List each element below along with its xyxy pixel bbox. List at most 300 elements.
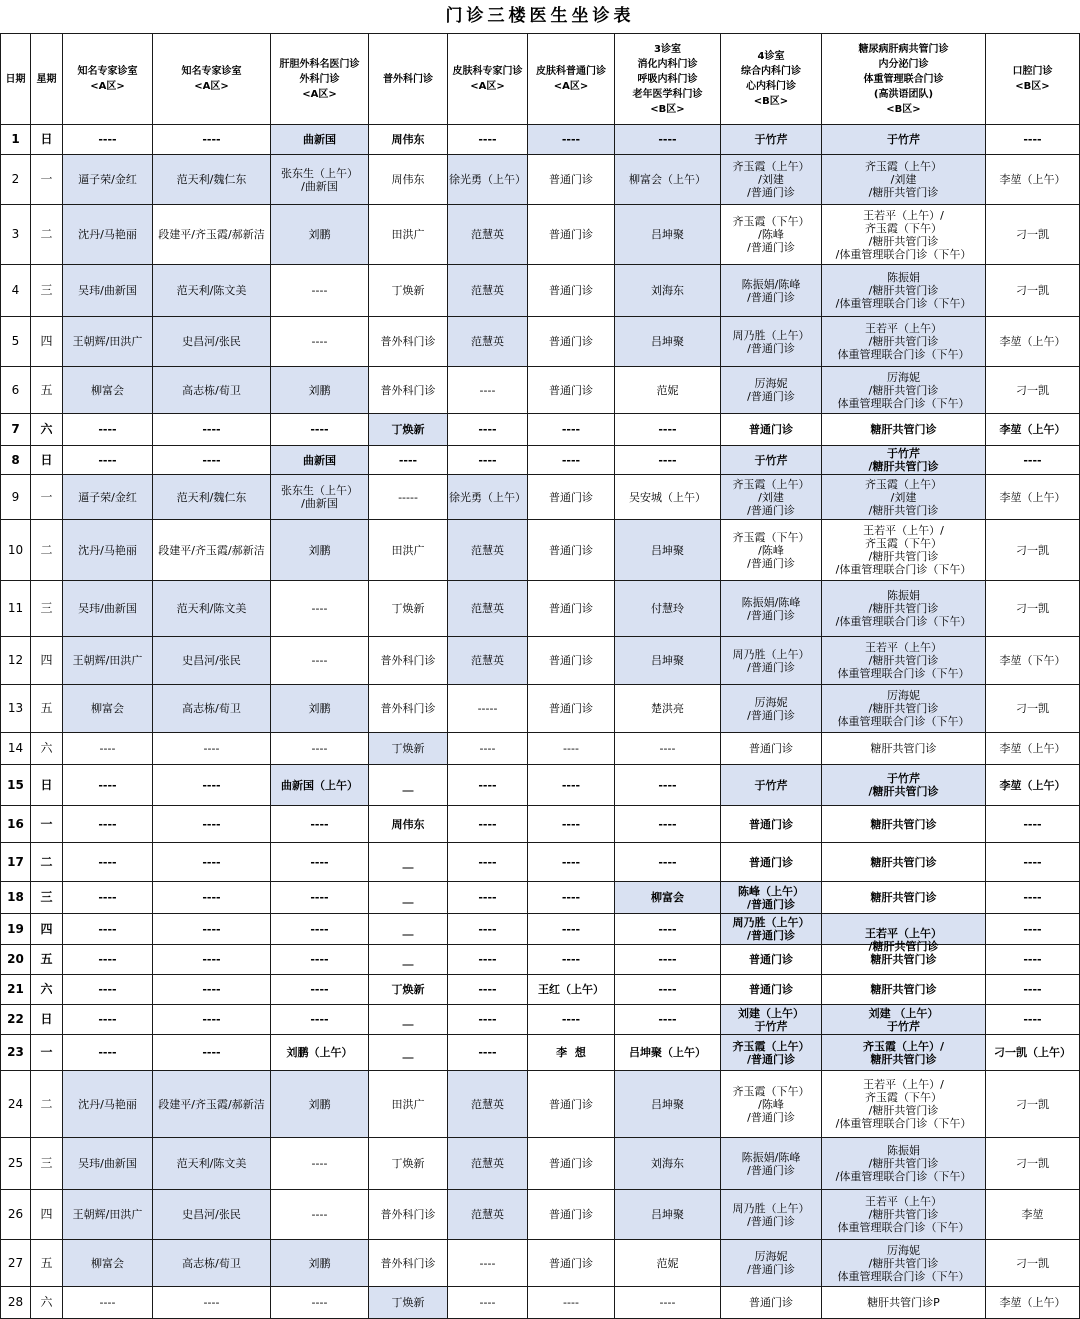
date-cell: 20 <box>1 945 31 975</box>
cell-expert-room-a1: ---- <box>63 806 153 843</box>
table-row <box>1 1071 1080 1138</box>
cell-dental-clinic: 李堃（上午） <box>986 155 1080 205</box>
cell-dermatology-general: ---- <box>528 733 615 765</box>
cell-general-surgery: 田洪广 <box>369 1071 448 1138</box>
cell-room-3: 吕坤聚 <box>615 1190 721 1240</box>
cell-hepatobiliary-surgery: ---- <box>271 806 369 843</box>
cell-room-4: 厉海妮 /普通门诊 <box>721 367 822 414</box>
cell-general-surgery: ----- <box>369 475 448 520</box>
cell-diabetes-liver-clinic: 齐玉霞（上午）/ 糖肝共管门诊 <box>822 1035 986 1071</box>
cell-hepatobiliary-surgery: ---- <box>271 914 369 945</box>
table-row <box>1 843 1080 882</box>
weekday-cell: 日 <box>31 446 63 475</box>
cell-dermatology-general: 普通门诊 <box>528 265 615 317</box>
cell-expert-room-a2: ---- <box>153 414 271 446</box>
cell-general-surgery: 周伟东 <box>369 806 448 843</box>
cell-room-4: 普通门诊 <box>721 975 822 1005</box>
cell-diabetes-liver-clinic: 厉海妮 /糖肝共管门诊 体重管理联合门诊（下午） <box>822 1240 986 1287</box>
cell-room-4: 于竹芹 <box>721 765 822 806</box>
cell-expert-room-a2: ---- <box>153 1005 271 1035</box>
cell-expert-room-a2: 段建平/齐玉霞/郝新洁 <box>153 1071 271 1138</box>
date-cell: 22 <box>1 1005 31 1035</box>
header-dermatology-expert: 皮肤科专家门诊 <A区> <box>448 34 528 125</box>
cell-dental-clinic: 李堃（下午） <box>986 637 1080 685</box>
cell-diabetes-liver-clinic: 糖肝共管门诊P <box>822 1287 986 1319</box>
cell-diabetes-liver-clinic: 陈振娟 /糖肝共管门诊 /体重管理联合门诊（下午） <box>822 1138 986 1190</box>
cell-dermatology-expert: ---- <box>448 414 528 446</box>
cell-general-surgery: 丁焕新 <box>369 414 448 446</box>
cell-room-3: ---- <box>615 945 721 975</box>
cell-dermatology-expert: 范慧英 <box>448 317 528 367</box>
header-general-surgery: 普外科门诊 <box>369 34 448 125</box>
weekday-cell: 一 <box>31 806 63 843</box>
table-row <box>1 155 1080 205</box>
cell-hepatobiliary-surgery: 曲新国 <box>271 125 369 155</box>
weekday-cell: 日 <box>31 765 63 806</box>
cell-room-4: 陈振娟/陈峰 /普通门诊 <box>721 265 822 317</box>
cell-room-3: 范妮 <box>615 367 721 414</box>
date-cell: 12 <box>1 637 31 685</box>
cell-room-3: 柳富会 <box>615 882 721 914</box>
cell-expert-room-a2: ---- <box>153 914 271 945</box>
date-cell: 26 <box>1 1190 31 1240</box>
cell-room-3: 柳富会（上午） <box>615 155 721 205</box>
cell-expert-room-a2: 范天利/陈文美 <box>153 581 271 637</box>
cell-dermatology-expert: ---- <box>448 1005 528 1035</box>
table-title: 门诊三楼医生坐诊表 <box>445 6 635 26</box>
cell-expert-room-a1: 吴玮/曲新国 <box>63 265 153 317</box>
cell-expert-room-a2: 史昌河/张民 <box>153 1190 271 1240</box>
cell-room-3: ---- <box>615 414 721 446</box>
cell-general-surgery: 丁焕新 <box>369 1138 448 1190</box>
cell-dental-clinic: ---- <box>986 1005 1080 1035</box>
header-diabetes-liver-clinic: 糖尿病肝病共管门诊 内分泌门诊 体重管理联合门诊 (高洪语团队) <B区> <box>822 34 986 125</box>
cell-dental-clinic: 李堃（上午） <box>986 765 1080 806</box>
cell-room-3: ---- <box>615 1287 721 1319</box>
cell-room-4: 陈振娟/陈峰 /普通门诊 <box>721 1138 822 1190</box>
cell-dermatology-general: 普通门诊 <box>528 1138 615 1190</box>
cell-expert-room-a2: 史昌河/张民 <box>153 637 271 685</box>
date-cell: 7 <box>1 414 31 446</box>
cell-expert-room-a2: 段建平/齐玉霞/郝新洁 <box>153 520 271 581</box>
cell-room-3: ---- <box>615 446 721 475</box>
cell-diabetes-liver-clinic: 陈振娟 /糖肝共管门诊 /体重管理联合门诊（下午） <box>822 581 986 637</box>
cell-dental-clinic: 刁一凯 <box>986 367 1080 414</box>
cell-dermatology-general: ---- <box>528 806 615 843</box>
weekday-cell: 二 <box>31 1071 63 1138</box>
cell-expert-room-a1: 柳富会 <box>63 685 153 733</box>
cell-expert-room-a1: ---- <box>63 765 153 806</box>
cell-dental-clinic: 刁一凯 <box>986 205 1080 265</box>
date-cell: 3 <box>1 205 31 265</box>
cell-room-3: ---- <box>615 125 721 155</box>
cell-hepatobiliary-surgery: 刘鹏 <box>271 520 369 581</box>
cell-room-4: 周乃胜（上午） /普通门诊 <box>721 317 822 367</box>
cell-dermatology-expert: ---- <box>448 945 528 975</box>
cell-dermatology-expert: ---- <box>448 765 528 806</box>
cell-dermatology-general: 普通门诊 <box>528 205 615 265</box>
cell-room-4: 普通门诊 <box>721 1287 822 1319</box>
weekday-cell: 三 <box>31 1138 63 1190</box>
cell-dermatology-expert: 范慧英 <box>448 581 528 637</box>
weekday-cell: 三 <box>31 581 63 637</box>
cell-room-3: 楚洪亮 <box>615 685 721 733</box>
cell-room-3: 付慧玲 <box>615 581 721 637</box>
cell-diabetes-liver-clinic: 厉海妮 /糖肝共管门诊 体重管理联合门诊（下午） <box>822 685 986 733</box>
cell-expert-room-a1: ---- <box>63 446 153 475</box>
cell-hepatobiliary-surgery: ---- <box>271 843 369 882</box>
cell-expert-room-a1: 吴玮/曲新国 <box>63 581 153 637</box>
header-hepatobiliary-surgery: 肝胆外科名医门诊 外科门诊 <A区> <box>271 34 369 125</box>
cell-room-4: 厉海妮 /普通门诊 <box>721 1240 822 1287</box>
cell-expert-room-a1: ---- <box>63 414 153 446</box>
cell-general-surgery: 周伟东 <box>369 125 448 155</box>
cell-hepatobiliary-surgery: ---- <box>271 414 369 446</box>
cell-hepatobiliary-surgery: 曲新国 <box>271 446 369 475</box>
weekday-cell: 三 <box>31 265 63 317</box>
cell-diabetes-liver-clinic: 王若平（上午） /糖肝共管门诊 体重管理联合门诊（下午） <box>822 1190 986 1240</box>
table-row <box>1 1035 1080 1071</box>
cell-general-surgery: __ <box>369 843 448 882</box>
date-cell: 9 <box>1 475 31 520</box>
cell-general-surgery: 田洪广 <box>369 520 448 581</box>
weekday-cell: 二 <box>31 843 63 882</box>
weekday-cell: 六 <box>31 975 63 1005</box>
cell-expert-room-a1: 沈丹/马艳丽 <box>63 205 153 265</box>
cell-dermatology-expert: ---- <box>448 125 528 155</box>
table-row <box>1 367 1080 414</box>
cell-expert-room-a2: 范天利/陈文美 <box>153 1138 271 1190</box>
header-date: 日期 <box>1 34 31 125</box>
date-cell: 16 <box>1 806 31 843</box>
cell-hepatobiliary-surgery: ---- <box>271 1005 369 1035</box>
cell-diabetes-liver-clinic: 糖肝共管门诊 <box>822 414 986 446</box>
cell-room-4: 齐玉霞（下午） /陈峰 /普通门诊 <box>721 1071 822 1138</box>
weekday-cell: 五 <box>31 367 63 414</box>
cell-dermatology-expert: ----- <box>448 685 528 733</box>
cell-dermatology-expert: ---- <box>448 367 528 414</box>
cell-room-4: 齐玉霞（下午） /陈峰 /普通门诊 <box>721 205 822 265</box>
cell-dental-clinic: ---- <box>986 446 1080 475</box>
cell-expert-room-a1: ---- <box>63 1035 153 1071</box>
cell-room-3: 吴安城（上午） <box>615 475 721 520</box>
cell-room-3: 刘海东 <box>615 265 721 317</box>
header-dermatology-general: 皮肤科普通门诊 <A区> <box>528 34 615 125</box>
weekday-cell: 日 <box>31 125 63 155</box>
date-cell: 23 <box>1 1035 31 1071</box>
cell-hepatobiliary-surgery: 刘鹏 <box>271 1071 369 1138</box>
cell-dental-clinic: ---- <box>986 975 1080 1005</box>
cell-room-3: ---- <box>615 806 721 843</box>
date-cell: 15 <box>1 765 31 806</box>
cell-dermatology-expert: 范慧英 <box>448 265 528 317</box>
cell-dental-clinic: 刁一凯 <box>986 265 1080 317</box>
cell-dermatology-expert: 范慧英 <box>448 205 528 265</box>
cell-expert-room-a2: 史昌河/张民 <box>153 317 271 367</box>
weekday-cell: 二 <box>31 520 63 581</box>
cell-dental-clinic: ---- <box>986 806 1080 843</box>
cell-expert-room-a2: ---- <box>153 765 271 806</box>
cell-dermatology-general: ---- <box>528 765 615 806</box>
cell-room-4: 普通门诊 <box>721 733 822 765</box>
cell-dermatology-general: 李 想 <box>528 1035 615 1071</box>
cell-dermatology-general: 普通门诊 <box>528 317 615 367</box>
cell-expert-room-a1: 逼子荣/金红 <box>63 475 153 520</box>
cell-expert-room-a1: ---- <box>63 975 153 1005</box>
date-cell: 4 <box>1 265 31 317</box>
cell-room-3: ---- <box>615 1005 721 1035</box>
weekday-cell: 四 <box>31 637 63 685</box>
table-row <box>1 685 1080 733</box>
cell-general-surgery: __ <box>369 945 448 975</box>
cell-dermatology-general: ---- <box>528 414 615 446</box>
cell-expert-room-a2: ---- <box>153 1287 271 1319</box>
cell-expert-room-a2: ---- <box>153 1035 271 1071</box>
cell-dermatology-general: 王红（上午） <box>528 975 615 1005</box>
date-cell: 10 <box>1 520 31 581</box>
date-cell: 6 <box>1 367 31 414</box>
cell-diabetes-liver-clinic: 糖肝共管门诊 <box>822 733 986 765</box>
table-row <box>1 1240 1080 1287</box>
cell-dental-clinic: ---- <box>986 945 1080 975</box>
cell-expert-room-a1: ---- <box>63 125 153 155</box>
cell-room-4: 厉海妮 /普通门诊 <box>721 685 822 733</box>
date-cell: 21 <box>1 975 31 1005</box>
cell-room-3: 吕坤聚 <box>615 637 721 685</box>
cell-dermatology-expert: 范慧英 <box>448 520 528 581</box>
cell-room-3: ---- <box>615 975 721 1005</box>
table-row <box>1 637 1080 685</box>
cell-room-3: 刘海东 <box>615 1138 721 1190</box>
cell-room-4: 普通门诊 <box>721 806 822 843</box>
cell-dermatology-general: ---- <box>528 882 615 914</box>
cell-general-surgery: __ <box>369 914 448 945</box>
cell-dental-clinic: 刁一凯 <box>986 1138 1080 1190</box>
weekday-cell: 二 <box>31 205 63 265</box>
table-row <box>1 205 1080 265</box>
cell-diabetes-liver-clinic: 王若平（上午）/ 齐玉霞（下午） /糖肝共管门诊 /体重管理联合门诊（下午） <box>822 205 986 265</box>
cell-room-4: 普通门诊 <box>721 414 822 446</box>
cell-dermatology-expert: 徐光勇（上午） <box>448 475 528 520</box>
table-row <box>1 733 1080 765</box>
date-cell: 5 <box>1 317 31 367</box>
table-row <box>1 882 1080 914</box>
cell-expert-room-a2: 范天利/魏仁东 <box>153 475 271 520</box>
cell-general-surgery: __ <box>369 882 448 914</box>
cell-dermatology-expert: 徐光勇（上午） <box>448 155 528 205</box>
cell-expert-room-a1: 王朝辉/田洪广 <box>63 1190 153 1240</box>
cell-expert-room-a2: ---- <box>153 733 271 765</box>
cell-expert-room-a2: ---- <box>153 843 271 882</box>
table-row <box>1 1190 1080 1240</box>
cell-general-surgery: 普外科门诊 <box>369 685 448 733</box>
cell-room-4: 陈振娟/陈峰 /普通门诊 <box>721 581 822 637</box>
cell-diabetes-liver-clinic: 刘建 （上午） 于竹芹 <box>822 1005 986 1035</box>
table-row <box>1 125 1080 155</box>
weekday-cell: 一 <box>31 475 63 520</box>
cell-dental-clinic: ---- <box>986 125 1080 155</box>
cell-dermatology-general: 普通门诊 <box>528 685 615 733</box>
cell-expert-room-a2: ---- <box>153 446 271 475</box>
cell-dermatology-expert: ---- <box>448 1287 528 1319</box>
weekday-cell: 四 <box>31 317 63 367</box>
header-expert-room-a2: 知名专家诊室 <A区> <box>153 34 271 125</box>
cell-dermatology-expert: ---- <box>448 1240 528 1287</box>
cell-dental-clinic: ---- <box>986 843 1080 882</box>
date-cell: 18 <box>1 882 31 914</box>
cell-diabetes-liver-clinic: 王若平（上午） /糖肝共管门诊 <box>822 914 986 945</box>
date-cell: 19 <box>1 914 31 945</box>
cell-room-3: ---- <box>615 914 721 945</box>
cell-diabetes-liver-clinic: 齐玉霞（上午） /刘建 /糖肝共管门诊 <box>822 475 986 520</box>
cell-dermatology-general: ---- <box>528 945 615 975</box>
cell-general-surgery: 丁焕新 <box>369 1287 448 1319</box>
cell-dermatology-general: 普通门诊 <box>528 1240 615 1287</box>
cell-expert-room-a1: 逼子荣/金红 <box>63 155 153 205</box>
date-cell: 24 <box>1 1071 31 1138</box>
table-row <box>1 914 1080 953</box>
cell-expert-room-a2: ---- <box>153 125 271 155</box>
weekday-cell: 六 <box>31 414 63 446</box>
cell-hepatobiliary-surgery: 刘鹏 <box>271 205 369 265</box>
cell-expert-room-a1: ---- <box>63 914 153 945</box>
cell-general-surgery: 普外科门诊 <box>369 1190 448 1240</box>
cell-hepatobiliary-surgery: ---- <box>271 975 369 1005</box>
cell-room-4: 齐玉霞（上午） /普通门诊 <box>721 1035 822 1071</box>
cell-room-4: 齐玉霞（上午） /刘建 /普通门诊 <box>721 475 822 520</box>
cell-room-4: 周乃胜（上午） /普通门诊 <box>721 914 822 945</box>
cell-hepatobiliary-surgery: 刘鹏 <box>271 685 369 733</box>
cell-dermatology-expert: ---- <box>448 733 528 765</box>
cell-hepatobiliary-surgery: ---- <box>271 882 369 914</box>
weekday-cell: 一 <box>31 155 63 205</box>
cell-hepatobiliary-surgery: ---- <box>271 265 369 317</box>
cell-dental-clinic: 刁一凯 <box>986 685 1080 733</box>
cell-general-surgery: 丁焕新 <box>369 265 448 317</box>
cell-dermatology-general: 普通门诊 <box>528 367 615 414</box>
cell-general-surgery: __ <box>369 1005 448 1035</box>
cell-expert-room-a2: ---- <box>153 806 271 843</box>
table-row <box>1 520 1080 581</box>
header-row <box>1 34 1080 125</box>
cell-expert-room-a2: 范天利/魏仁东 <box>153 155 271 205</box>
date-cell: 28 <box>1 1287 31 1319</box>
cell-expert-room-a1: 沈丹/马艳丽 <box>63 520 153 581</box>
cell-room-4: 周乃胜（上午） /普通门诊 <box>721 1190 822 1240</box>
date-cell: 17 <box>1 843 31 882</box>
cell-room-4: 陈峰（上午） /普通门诊 <box>721 882 822 914</box>
cell-diabetes-liver-clinic: 王若平（上午）/ 齐玉霞（下午） /糖肝共管门诊 /体重管理联合门诊（下午） <box>822 520 986 581</box>
cell-hepatobiliary-surgery: 张东生（上午） /曲新国 <box>271 475 369 520</box>
cell-hepatobiliary-surgery: ---- <box>271 945 369 975</box>
cell-dermatology-expert: ---- <box>448 1035 528 1071</box>
cell-dental-clinic: 刁一凯 <box>986 581 1080 637</box>
cell-dermatology-expert: ---- <box>448 975 528 1005</box>
cell-general-surgery: 丁焕新 <box>369 733 448 765</box>
cell-dental-clinic: 李堃（上午） <box>986 414 1080 446</box>
cell-expert-room-a1: ---- <box>63 843 153 882</box>
cell-general-surgery: ---- <box>369 446 448 475</box>
date-cell: 11 <box>1 581 31 637</box>
cell-diabetes-liver-clinic: 糖肝共管门诊 <box>822 882 986 914</box>
cell-diabetes-liver-clinic: 糖肝共管门诊 <box>822 945 986 975</box>
cell-diabetes-liver-clinic: 齐玉霞（上午） /刘建 /糖肝共管门诊 <box>822 155 986 205</box>
cell-expert-room-a1: ---- <box>63 945 153 975</box>
cell-hepatobiliary-surgery: 刘鹏 <box>271 367 369 414</box>
cell-dermatology-general: ---- <box>528 1005 615 1035</box>
cell-dermatology-expert: ---- <box>448 843 528 882</box>
table-row <box>1 975 1080 1005</box>
weekday-cell: 四 <box>31 914 63 945</box>
cell-diabetes-liver-clinic: 糖肝共管门诊 <box>822 843 986 882</box>
cell-dermatology-general: ---- <box>528 125 615 155</box>
cell-dermatology-general: ---- <box>528 843 615 882</box>
cell-general-surgery: 普外科门诊 <box>369 367 448 414</box>
cell-dental-clinic: 刁一凯 <box>986 1071 1080 1138</box>
weekday-cell: 五 <box>31 685 63 733</box>
cell-hepatobiliary-surgery: ---- <box>271 1190 369 1240</box>
cell-hepatobiliary-surgery: ---- <box>271 317 369 367</box>
cell-general-surgery: 丁焕新 <box>369 581 448 637</box>
cell-dermatology-expert: ---- <box>448 446 528 475</box>
cell-expert-room-a1: 柳富会 <box>63 367 153 414</box>
table-row <box>1 317 1080 367</box>
table-row <box>1 446 1080 475</box>
cell-diabetes-liver-clinic: 厉海妮 /糖肝共管门诊 体重管理联合门诊（下午） <box>822 367 986 414</box>
cell-room-4: 普通门诊 <box>721 843 822 882</box>
date-cell: 8 <box>1 446 31 475</box>
cell-dental-clinic: 李堃 <box>986 1190 1080 1240</box>
cell-general-surgery: 普外科门诊 <box>369 317 448 367</box>
table-row <box>1 475 1080 520</box>
cell-dental-clinic: 刁一凯（上午） <box>986 1035 1080 1071</box>
cell-expert-room-a1: 吴玮/曲新国 <box>63 1138 153 1190</box>
table-row <box>1 581 1080 637</box>
cell-dermatology-general: 普通门诊 <box>528 581 615 637</box>
table-row <box>1 1138 1080 1190</box>
cell-diabetes-liver-clinic: 于竹芹 /糖肝共管门诊 <box>822 446 986 475</box>
weekday-cell: 三 <box>31 882 63 914</box>
cell-dermatology-general: ---- <box>528 914 615 945</box>
cell-dermatology-general: 普通门诊 <box>528 520 615 581</box>
cell-expert-room-a1: 王朝辉/田洪广 <box>63 637 153 685</box>
cell-expert-room-a2: ---- <box>153 945 271 975</box>
table-row <box>1 945 1080 975</box>
weekday-cell: 六 <box>31 733 63 765</box>
date-cell: 25 <box>1 1138 31 1190</box>
cell-dermatology-expert: 范慧英 <box>448 1071 528 1138</box>
header-room-4: 4诊室 综合内科门诊 心内科门诊 <B区> <box>721 34 822 125</box>
cell-expert-room-a2: 高志栋/荀卫 <box>153 1240 271 1287</box>
cell-general-surgery: 普外科门诊 <box>369 637 448 685</box>
date-cell: 13 <box>1 685 31 733</box>
weekday-cell: 一 <box>31 1035 63 1071</box>
cell-diabetes-liver-clinic: 王若平（上午）/ 齐玉霞（下午） /糖肝共管门诊 /体重管理联合门诊（下午） <box>822 1071 986 1138</box>
cell-dermatology-general: 普通门诊 <box>528 155 615 205</box>
weekday-cell: 六 <box>31 1287 63 1319</box>
cell-dermatology-expert: ---- <box>448 914 528 945</box>
cell-dermatology-expert: ---- <box>448 806 528 843</box>
cell-expert-room-a2: ---- <box>153 975 271 1005</box>
cell-expert-room-a2: 高志栋/荀卫 <box>153 367 271 414</box>
table-row <box>1 414 1080 446</box>
cell-general-surgery: __ <box>369 765 448 806</box>
cell-hepatobiliary-surgery: ---- <box>271 581 369 637</box>
cell-dental-clinic: 刁一凯 <box>986 1240 1080 1287</box>
weekday-cell: 日 <box>31 1005 63 1035</box>
cell-room-4: 于竹芹 <box>721 446 822 475</box>
cell-room-3: ---- <box>615 733 721 765</box>
